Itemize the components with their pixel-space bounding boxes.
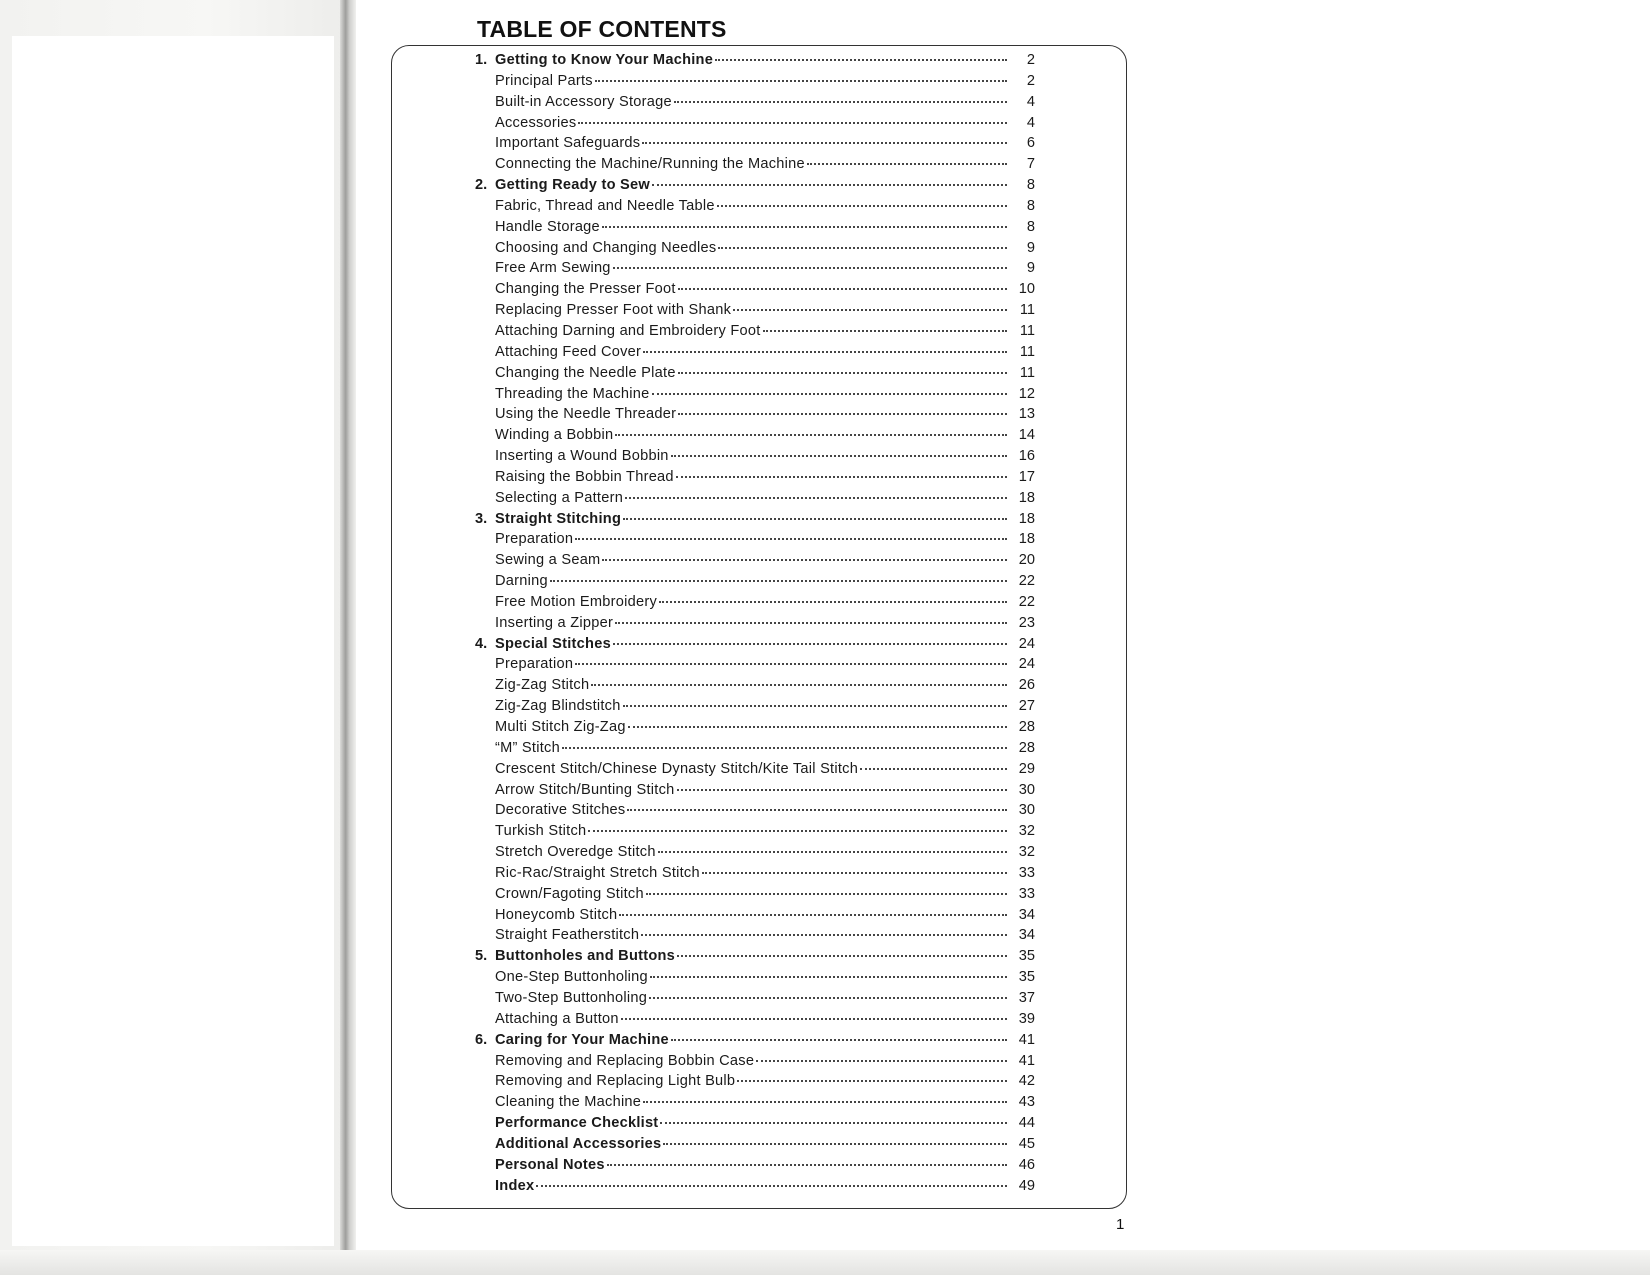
toc-page-number: 33 <box>1018 864 1035 881</box>
toc-entry-title: Decorative Stitches <box>495 802 626 819</box>
toc-entry <box>475 1009 1035 1030</box>
toc-dot-leader <box>807 162 1007 165</box>
toc-chapter-number: 1. <box>475 52 488 68</box>
toc-entry <box>475 321 1035 342</box>
toc-entry-title: Multi Stitch Zig-Zag <box>495 719 626 735</box>
toc-page-number: 4 <box>1026 114 1035 131</box>
toc-page-number: 29 <box>1018 760 1035 777</box>
toc-dot-leader <box>763 329 1007 332</box>
toc-entry-title: Threading the Machine <box>495 385 650 402</box>
toc-dot-leader <box>677 954 1007 957</box>
toc-entry-title: Crescent Stitch/Chinese Dynasty Stitch/Kite Tail Stitch <box>495 760 859 777</box>
toc-entry-title: Getting Ready to Sew <box>495 177 651 194</box>
toc-entry-title: Ric-Rac/Straight Stretch Stitch <box>495 864 700 881</box>
toc-dot-leader <box>575 662 1007 665</box>
toc-entry-title: Zig-Zag Stitch <box>495 677 590 694</box>
toc-page-number: 9 <box>1026 239 1035 256</box>
toc-dot-leader <box>646 892 1007 895</box>
toc-entry-title: Free Motion Embroidery <box>495 593 658 610</box>
toc-entry-title: Preparation <box>495 531 574 548</box>
toc-entry <box>475 696 1035 717</box>
toc-dot-leader <box>650 975 1007 978</box>
toc-entry <box>475 238 1035 259</box>
toc-list <box>475 50 1035 1196</box>
toc-entry-title: Handle Storage <box>495 218 600 235</box>
toc-entry <box>475 279 1035 300</box>
toc-page-number: 35 <box>1018 948 1035 965</box>
toc-entry <box>475 1155 1035 1176</box>
toc-page-number: 2 <box>1026 52 1035 68</box>
toc-page-number: 32 <box>1018 844 1035 861</box>
toc-entry-title: Removing and Replacing Bobbin Case <box>495 1052 755 1069</box>
toc-page-number: 28 <box>1018 739 1035 756</box>
toc-dot-leader <box>733 308 1007 311</box>
toc-dot-leader <box>562 746 1007 749</box>
toc-dot-leader <box>737 1079 1007 1082</box>
toc-entry-title: Darning <box>495 573 548 590</box>
toc-page-number: 22 <box>1018 593 1035 610</box>
toc-entry-title: Crown/Fagoting Stitch <box>495 885 644 902</box>
toc-entry <box>475 300 1035 321</box>
toc-dot-leader <box>575 537 1007 540</box>
scan-bottom-edge <box>0 1250 1650 1275</box>
toc-entry <box>475 675 1035 696</box>
toc-chapter-entry <box>475 634 1035 655</box>
toc-entry-title: Buttonholes and Buttons <box>495 948 676 965</box>
toc-dot-leader <box>678 287 1007 290</box>
toc-entry-title: Stretch Overedge Stitch <box>495 844 656 861</box>
toc-entry <box>475 1092 1035 1113</box>
toc-dot-leader <box>613 266 1007 269</box>
toc-entry <box>475 1134 1035 1155</box>
toc-entry <box>475 363 1035 384</box>
toc-dot-leader <box>652 183 1007 186</box>
toc-dot-leader <box>615 433 1007 436</box>
toc-page-number: 8 <box>1026 218 1035 235</box>
toc-dot-leader <box>607 1163 1007 1166</box>
toc-dot-leader <box>678 412 1007 415</box>
toc-dot-leader <box>671 1038 1007 1041</box>
toc-entry-title: Removing and Replacing Light Bulb <box>495 1073 736 1090</box>
toc-page-number: 9 <box>1026 260 1035 277</box>
toc-page-number: 20 <box>1018 552 1035 569</box>
toc-entry <box>475 71 1035 92</box>
toc-page-number: 34 <box>1018 906 1035 923</box>
toc-dot-leader <box>756 1059 1007 1062</box>
toc-entry <box>475 905 1035 926</box>
toc-entry-title: Two-Step Buttonholing <box>495 989 648 1006</box>
toc-dot-leader <box>591 683 1007 686</box>
toc-entry-title: Caring for Your Machine <box>495 1031 669 1048</box>
toc-entry-title: Getting to Know Your Machine <box>495 52 714 68</box>
toc-entry-title: Straight Featherstitch <box>495 927 640 944</box>
toc-page-number: 42 <box>1018 1073 1035 1090</box>
toc-entry-title: Principal Parts <box>495 72 593 89</box>
toc-page-number: 11 <box>1019 343 1035 360</box>
toc-entry <box>475 613 1035 634</box>
toc-entry <box>475 1113 1035 1134</box>
toc-page-number: 45 <box>1018 1135 1035 1152</box>
toc-page-number: 46 <box>1018 1156 1035 1173</box>
toc-dot-leader <box>658 850 1007 853</box>
toc-page-number: 12 <box>1018 385 1035 402</box>
toc-dot-leader <box>717 204 1007 207</box>
toc-dot-leader <box>602 558 1007 561</box>
binding-gutter <box>340 0 356 1260</box>
toc-dot-leader <box>588 829 1007 832</box>
toc-dot-leader <box>659 600 1007 603</box>
toc-entry-title: Fabric, Thread and Needle Table <box>495 197 715 214</box>
toc-page-number: 30 <box>1018 802 1035 819</box>
toc-entry-title: Performance Checklist <box>495 1115 659 1132</box>
toc-chapter-number: 4. <box>475 635 488 652</box>
toc-page-number: 41 <box>1018 1031 1035 1048</box>
toc-page-number: 18 <box>1018 510 1035 527</box>
toc-entry-title: Replacing Presser Foot with Shank <box>495 302 732 319</box>
toc-entry <box>475 571 1035 592</box>
toc-page-number: 18 <box>1018 489 1035 506</box>
toc-entry <box>475 404 1035 425</box>
toc-dot-leader <box>643 350 1007 353</box>
toc-entry <box>475 738 1035 759</box>
toc-page-number: 39 <box>1018 1010 1035 1027</box>
toc-page-number: 18 <box>1018 531 1035 548</box>
toc-dot-leader <box>621 1017 1007 1020</box>
toc-page-number: 34 <box>1018 927 1035 944</box>
toc-entry-title: Important Safeguards <box>495 135 641 152</box>
toc-page-number: 26 <box>1018 677 1035 694</box>
toc-dot-leader <box>678 371 1007 374</box>
toc-entry <box>475 133 1035 154</box>
toc-page-number: 7 <box>1026 156 1035 173</box>
toc-page-number: 17 <box>1018 468 1035 485</box>
toc-page-number: 30 <box>1018 781 1035 798</box>
page-number: 1 <box>1116 1216 1125 1233</box>
toc-chapter-number: 5. <box>475 948 488 965</box>
toc-entry <box>475 446 1035 467</box>
toc-dot-leader <box>602 225 1007 228</box>
toc-entry-title: One-Step Buttonholing <box>495 969 648 986</box>
toc-dot-leader <box>628 725 1007 728</box>
toc-page-number: 41 <box>1018 1052 1035 1069</box>
toc-dot-leader <box>642 141 1007 144</box>
toc-page-number: 4 <box>1026 93 1035 110</box>
toc-entry-title: Arrow Stitch/Bunting Stitch <box>495 781 675 798</box>
toc-dot-leader <box>702 871 1007 874</box>
toc-entry <box>475 821 1035 842</box>
toc-dot-leader <box>595 79 1007 82</box>
toc-entry-title: Special Stitches <box>495 635 611 652</box>
toc-page-number: 22 <box>1018 573 1035 590</box>
toc-entry <box>475 92 1035 113</box>
toc-entry <box>475 113 1035 134</box>
toc-chapter-number: 2. <box>475 177 488 194</box>
toc-entry-title: Index <box>495 1177 535 1194</box>
toc-entry <box>475 800 1035 821</box>
toc-entry <box>475 592 1035 613</box>
toc-dot-leader <box>676 475 1007 478</box>
toc-chapter-entry <box>475 946 1035 967</box>
toc-entry-title: Choosing and Changing Needles <box>495 239 717 256</box>
toc-dot-leader <box>623 704 1007 707</box>
toc-dot-leader <box>613 642 1007 645</box>
toc-entry <box>475 550 1035 571</box>
toc-entry-title: Inserting a Zipper <box>495 614 614 631</box>
toc-dot-leader <box>649 996 1007 999</box>
toc-page-number: 11 <box>1019 302 1035 319</box>
left-page-paper <box>12 36 334 1246</box>
toc-page-number: 11 <box>1019 322 1035 339</box>
toc-entry-title: Winding a Bobbin <box>495 427 614 444</box>
toc-entry <box>475 988 1035 1009</box>
toc-dot-leader <box>860 767 1007 770</box>
toc-page-number: 6 <box>1026 135 1035 152</box>
toc-entry <box>475 780 1035 801</box>
toc-entry-title: Using the Needle Threader <box>495 406 677 423</box>
toc-page-number: 11 <box>1019 364 1035 381</box>
toc-entry <box>475 154 1035 175</box>
toc-dot-leader <box>671 454 1007 457</box>
toc-dot-leader <box>660 1121 1007 1124</box>
toc-page-number: 2 <box>1026 72 1035 89</box>
toc-entry <box>475 1051 1035 1072</box>
toc-page-number: 28 <box>1018 719 1035 735</box>
toc-entry <box>475 759 1035 780</box>
toc-entry <box>475 717 1035 738</box>
toc-dot-leader <box>715 58 1007 61</box>
toc-entry-title: Turkish Stitch <box>495 823 587 840</box>
toc-page-number: 49 <box>1018 1177 1035 1194</box>
toc-entry <box>475 925 1035 946</box>
toc-entry <box>475 467 1035 488</box>
toc-dot-leader <box>718 246 1007 249</box>
toc-dot-leader <box>550 579 1007 582</box>
toc-entry-title: Accessories <box>495 114 577 131</box>
toc-page-number: 27 <box>1018 698 1035 715</box>
toc-dot-leader <box>623 517 1007 520</box>
toc-entry-title: Personal Notes <box>495 1156 605 1173</box>
toc-entry <box>475 342 1035 363</box>
toc-dot-leader <box>627 808 1007 811</box>
toc-dot-leader <box>663 1142 1007 1145</box>
toc-entry-title: Attaching Darning and Embroidery Foot <box>495 322 761 339</box>
toc-entry-title: Zig-Zag Blindstitch <box>495 698 621 715</box>
toc-dot-leader <box>677 788 1007 791</box>
toc-entry-title: Built-in Accessory Storage <box>495 93 672 110</box>
toc-page-number: 33 <box>1018 885 1035 902</box>
toc-page-number: 24 <box>1018 635 1035 652</box>
toc-entry-title: Cleaning the Machine <box>495 1094 642 1111</box>
toc-page-number: 32 <box>1018 823 1035 840</box>
toc-entry <box>475 384 1035 405</box>
toc-entry-title: Selecting a Pattern <box>495 489 624 506</box>
toc-entry-title: Raising the Bobbin Thread <box>495 468 674 485</box>
toc-chapter-entry <box>475 1030 1035 1051</box>
toc-page-number: 8 <box>1026 177 1035 194</box>
toc-entry <box>475 217 1035 238</box>
toc-chapter-number: 6. <box>475 1031 488 1048</box>
left-page-blank <box>0 0 345 1275</box>
toc-page-number: 37 <box>1018 989 1035 1006</box>
toc-dot-leader <box>625 496 1007 499</box>
toc-page-number: 13 <box>1018 406 1035 423</box>
toc-entry <box>475 529 1035 550</box>
toc-entry <box>475 196 1035 217</box>
toc-entry-title: Preparation <box>495 656 574 673</box>
toc-entry-title: Straight Stitching <box>495 510 622 527</box>
toc-entry <box>475 967 1035 988</box>
toc-entry <box>475 654 1035 675</box>
toc-entry <box>475 842 1035 863</box>
toc-entry <box>475 425 1035 446</box>
page-title: TABLE OF CONTENTS <box>477 16 727 42</box>
toc-entry <box>475 258 1035 279</box>
toc-page-number: 10 <box>1018 281 1035 298</box>
toc-page-number: 16 <box>1018 448 1035 465</box>
toc-chapter-entry <box>475 175 1035 196</box>
toc-dot-leader <box>536 1184 1007 1187</box>
toc-page-number: 23 <box>1018 614 1035 631</box>
toc-dot-leader <box>641 933 1007 936</box>
toc-dot-leader <box>619 913 1007 916</box>
toc-page-number: 24 <box>1018 656 1035 673</box>
toc-entry-title: Changing the Presser Foot <box>495 281 676 298</box>
toc-entry-title: Free Arm Sewing <box>495 260 611 277</box>
toc-entry-title: Inserting a Wound Bobbin <box>495 448 669 465</box>
toc-entry <box>475 1071 1035 1092</box>
toc-entry <box>475 1176 1035 1197</box>
toc-entry <box>475 863 1035 884</box>
toc-page-number: 44 <box>1018 1115 1035 1132</box>
toc-chapter-entry <box>475 50 1035 71</box>
toc-chapter-number: 3. <box>475 510 488 527</box>
toc-page-number: 8 <box>1026 197 1035 214</box>
toc-entry-title: Connecting the Machine/Running the Machine <box>495 156 805 173</box>
toc-entry-title: Additional Accessories <box>495 1135 662 1152</box>
toc-entry <box>475 488 1035 509</box>
toc-page-number: 35 <box>1018 969 1035 986</box>
toc-dot-leader <box>674 100 1007 103</box>
toc-entry-title: Attaching a Button <box>495 1010 619 1027</box>
toc-entry-title: “M” Stitch <box>495 739 560 756</box>
toc-dot-leader <box>615 621 1007 624</box>
toc-chapter-entry <box>475 509 1035 530</box>
toc-entry-title: Changing the Needle Plate <box>495 364 676 381</box>
toc-entry-title: Honeycomb Stitch <box>495 906 618 923</box>
toc-dot-leader <box>643 1100 1007 1103</box>
toc-entry <box>475 884 1035 905</box>
toc-page-number: 14 <box>1018 427 1035 444</box>
toc-dot-leader <box>652 392 1007 395</box>
toc-entry-title: Attaching Feed Cover <box>495 343 642 360</box>
toc-dot-leader <box>578 121 1007 124</box>
toc-entry-title: Sewing a Seam <box>495 552 601 569</box>
toc-page-number: 43 <box>1018 1094 1035 1111</box>
